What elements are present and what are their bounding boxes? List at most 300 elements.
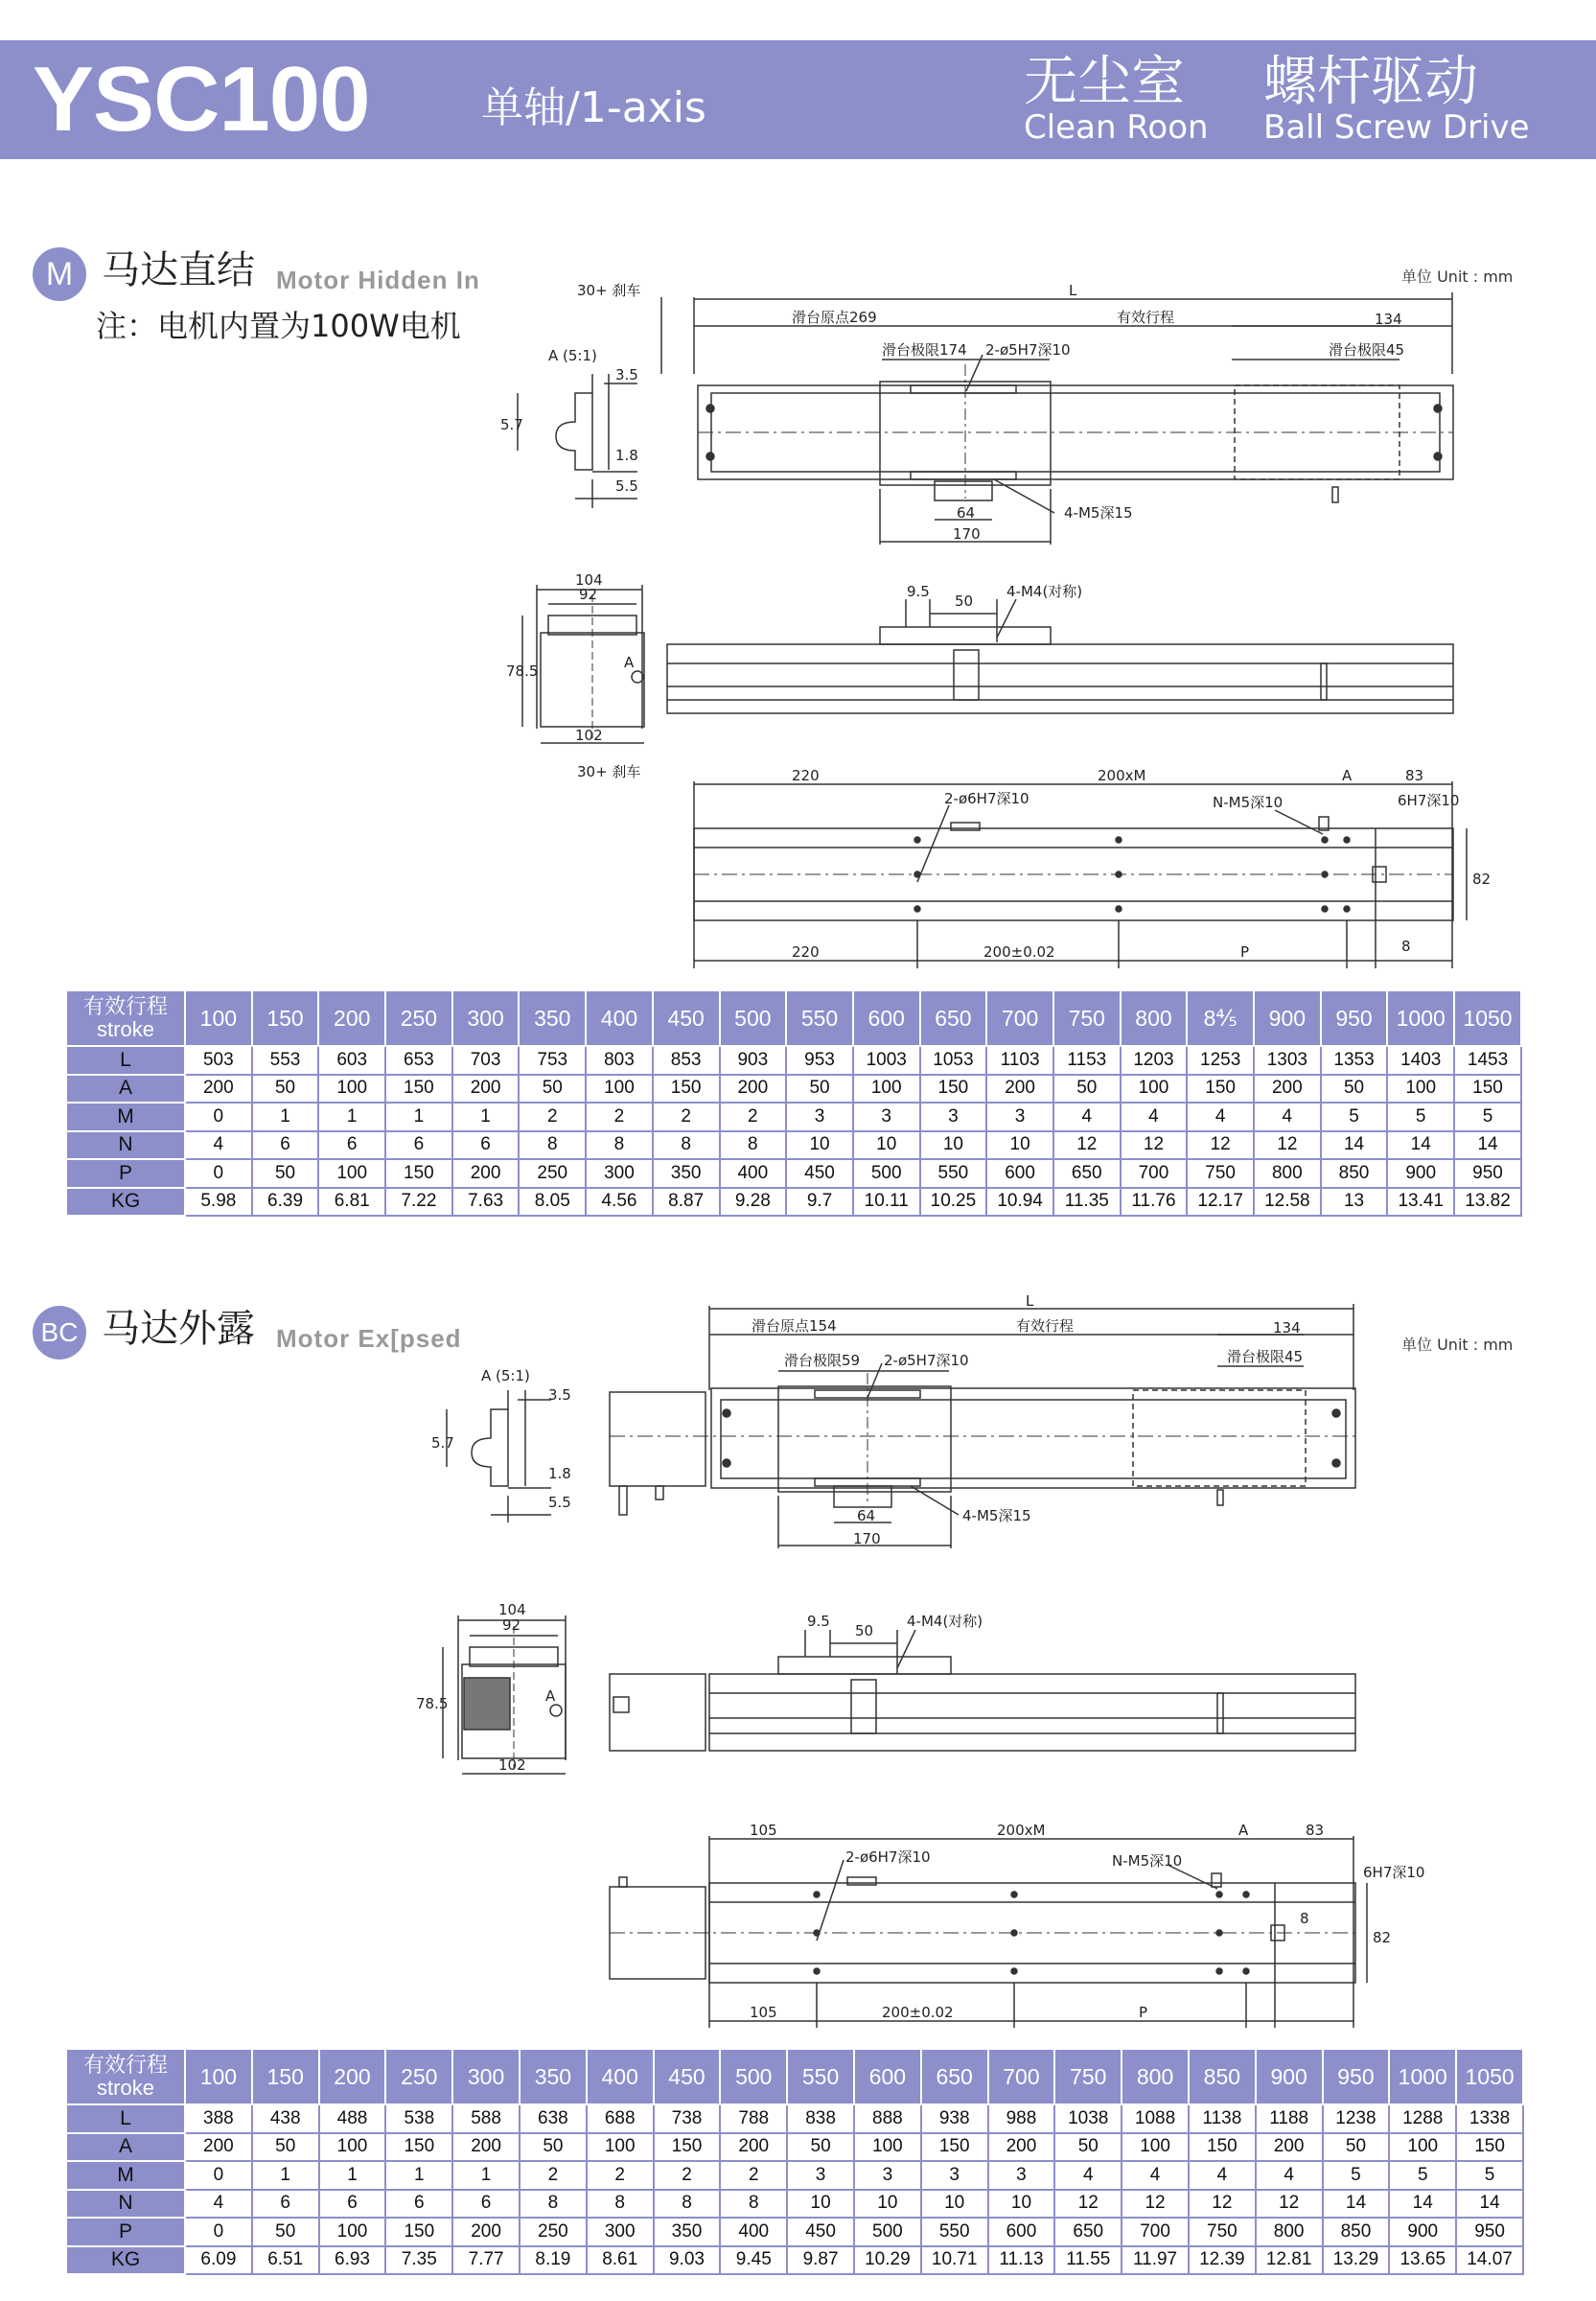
table-row bbox=[66, 2104, 1523, 2133]
table-cell: 14 bbox=[1389, 2190, 1456, 2219]
table-cell: 100 bbox=[587, 2133, 654, 2162]
dim-label: 170 bbox=[853, 1530, 881, 1547]
bottom-view-drawing bbox=[694, 781, 1467, 968]
table-cell: 150 bbox=[654, 2133, 721, 2162]
table-cell: 11.76 bbox=[1121, 1188, 1188, 1217]
unit-label: 单位 Unit : mm bbox=[1401, 267, 1514, 286]
dim-label: 92 bbox=[579, 586, 598, 603]
stroke-value: 250 bbox=[385, 2049, 452, 2104]
table-cell: 9.28 bbox=[720, 1188, 787, 1217]
table-cell: 788 bbox=[720, 2104, 787, 2133]
dim-label: 6H7深10 bbox=[1363, 1864, 1425, 1881]
table-cell: 953 bbox=[786, 1046, 853, 1075]
stroke-value: 450 bbox=[653, 990, 720, 1046]
table-cell: 0 bbox=[185, 2218, 252, 2246]
table-cell: 350 bbox=[654, 2218, 721, 2246]
table-cell: 750 bbox=[1189, 2218, 1256, 2246]
table-cell: 450 bbox=[786, 1159, 853, 1188]
table-cell: 5 bbox=[1456, 2161, 1523, 2190]
table-cell: 538 bbox=[385, 2104, 452, 2133]
stroke-value: 950 bbox=[1321, 990, 1388, 1046]
dim-label: 9.5 bbox=[807, 1613, 830, 1630]
table-cell: 12.17 bbox=[1187, 1188, 1254, 1217]
table-cell: 12 bbox=[1053, 1131, 1121, 1160]
dim-label: 4-M4(对称) bbox=[1006, 583, 1083, 600]
stroke-value: 750 bbox=[1053, 990, 1121, 1046]
table-cell: 100 bbox=[586, 1075, 653, 1104]
table-cell: 653 bbox=[385, 1046, 452, 1075]
table-cell: 1 bbox=[452, 1103, 520, 1131]
row-label: L bbox=[66, 1046, 185, 1075]
table-row bbox=[66, 1131, 1521, 1160]
table-cell: 50 bbox=[1054, 2133, 1122, 2162]
top-view-drawing bbox=[518, 292, 1453, 545]
table-cell: 650 bbox=[1054, 2218, 1122, 2246]
table-cell: 10.71 bbox=[921, 2246, 988, 2275]
table-cell: 6.51 bbox=[252, 2246, 319, 2275]
table-cell: 600 bbox=[988, 2218, 1055, 2246]
table-cell: 450 bbox=[787, 2218, 854, 2246]
table-cell: 12 bbox=[1121, 1131, 1188, 1160]
table-cell: 50 bbox=[1053, 1075, 1121, 1104]
dim-label: 200±0.02 bbox=[882, 2004, 954, 2021]
table-cell: 200 bbox=[452, 1075, 520, 1104]
table-row bbox=[66, 2133, 1523, 2162]
table-cell: 50 bbox=[252, 2218, 319, 2246]
table-cell: 2 bbox=[720, 1103, 787, 1131]
dim-label: 50 bbox=[955, 593, 974, 610]
table-cell: 550 bbox=[921, 2218, 988, 2246]
table-cell: 10 bbox=[920, 1131, 987, 1160]
dim-label: P bbox=[1240, 943, 1250, 961]
top-view-drawing bbox=[447, 1304, 1355, 1548]
table-cell: 1038 bbox=[1054, 2104, 1122, 2133]
table-cell: 603 bbox=[318, 1046, 385, 1075]
table-cell: 4 bbox=[1121, 1103, 1188, 1131]
table-cell: 11.55 bbox=[1054, 2246, 1122, 2275]
dim-label: 82 bbox=[1373, 1929, 1392, 1946]
dim-label: 102 bbox=[498, 1756, 526, 1774]
dim-label: 5.5 bbox=[615, 477, 638, 495]
table-cell: 500 bbox=[854, 2218, 921, 2246]
table-cell: 8 bbox=[720, 1131, 787, 1160]
table-cell: 4 bbox=[1122, 2161, 1189, 2190]
row-label: N bbox=[66, 1131, 185, 1160]
dim-label: A bbox=[624, 654, 635, 671]
dim-label: 2-ø6H7深10 bbox=[845, 1848, 931, 1866]
table-cell: 350 bbox=[653, 1159, 720, 1188]
table-cell: 1453 bbox=[1454, 1046, 1521, 1075]
dim-label: 5.7 bbox=[431, 1434, 454, 1452]
table-cell: 13.29 bbox=[1323, 2246, 1390, 2275]
table-cell: 11.35 bbox=[1053, 1188, 1121, 1217]
table-cell: 4 bbox=[1254, 1103, 1321, 1131]
table-cell: 800 bbox=[1254, 1159, 1321, 1188]
table-cell: 100 bbox=[854, 2133, 921, 2162]
table-cell: 1338 bbox=[1456, 2104, 1523, 2133]
table-cell: 9.7 bbox=[786, 1188, 853, 1217]
table-cell: 400 bbox=[720, 2218, 787, 2246]
dim-label: 64 bbox=[857, 1507, 876, 1524]
stroke-value: 300 bbox=[452, 2049, 520, 2104]
dim-label: 200±0.02 bbox=[983, 943, 1055, 961]
stroke-value: 200 bbox=[319, 2049, 386, 2104]
dim-label: 83 bbox=[1405, 767, 1424, 784]
table-cell: 150 bbox=[1456, 2133, 1523, 2162]
table-cell: 300 bbox=[586, 1159, 653, 1188]
table-cell: 13 bbox=[1321, 1188, 1388, 1217]
stroke-value: 700 bbox=[988, 2049, 1055, 2104]
table-cell: 1 bbox=[318, 1103, 385, 1131]
table-cell: 12 bbox=[1189, 2190, 1256, 2219]
dim-label: 134 bbox=[1375, 311, 1402, 328]
table-cell: 150 bbox=[920, 1075, 987, 1104]
table-cell: 12 bbox=[1122, 2190, 1189, 2219]
section-badge-m: M bbox=[33, 247, 86, 301]
stroke-header-en: stroke bbox=[97, 1017, 154, 1041]
table-cell: 14 bbox=[1456, 2190, 1523, 2219]
table-cell: 10.29 bbox=[854, 2246, 921, 2275]
dim-label: 78.5 bbox=[506, 662, 539, 680]
stroke-header-row bbox=[66, 990, 1521, 1046]
table-row bbox=[66, 1103, 1521, 1131]
stroke-value: 500 bbox=[720, 990, 787, 1046]
table-cell: 11.13 bbox=[988, 2246, 1055, 2275]
table-cell: 100 bbox=[319, 2218, 386, 2246]
stroke-value: 800 bbox=[1121, 990, 1188, 1046]
table-cell: 12 bbox=[1254, 1131, 1321, 1160]
table-cell: 9.45 bbox=[720, 2246, 787, 2275]
table-cell: 1 bbox=[385, 2161, 452, 2190]
model-name: YSC100 bbox=[33, 48, 370, 151]
dim-label: A (5:1) bbox=[548, 347, 597, 364]
table-cell: 1138 bbox=[1189, 2104, 1256, 2133]
dim-label: 滑台原点154 bbox=[752, 1317, 837, 1335]
table-cell: 503 bbox=[185, 1046, 252, 1075]
table-cell: 13.65 bbox=[1389, 2246, 1456, 2275]
axis-label: 单轴/1-axis bbox=[481, 83, 706, 132]
table-cell: 3 bbox=[988, 2161, 1055, 2190]
dim-label: 30+ 刹车 bbox=[577, 763, 641, 780]
dim-label: 滑台极限59 bbox=[784, 1352, 861, 1369]
table-cell: 1 bbox=[385, 1103, 452, 1131]
table-cell: 9.87 bbox=[787, 2246, 854, 2275]
table-cell: 6 bbox=[452, 1131, 520, 1160]
table-cell: 14 bbox=[1323, 2190, 1390, 2219]
table-cell: 3 bbox=[786, 1103, 853, 1131]
table-cell: 10.11 bbox=[853, 1188, 920, 1217]
unit-label: 单位 Unit : mm bbox=[1401, 1336, 1514, 1354]
table-cell: 50 bbox=[252, 1159, 319, 1188]
table-cell: 10 bbox=[853, 1131, 920, 1160]
dim-label: 220 bbox=[792, 767, 820, 784]
table-row bbox=[66, 2161, 1523, 2190]
table-cell: 2 bbox=[653, 1103, 720, 1131]
table-cell: 1053 bbox=[920, 1046, 987, 1075]
dim-label: 105 bbox=[750, 2004, 777, 2021]
table-cell: 100 bbox=[1121, 1075, 1188, 1104]
table-cell: 200 bbox=[1254, 1075, 1321, 1104]
drive-cn: 螺杆驱动 bbox=[1263, 51, 1478, 113]
stroke-value: 950 bbox=[1323, 2049, 1390, 2104]
dim-label: 220 bbox=[792, 943, 820, 961]
table-cell: 200 bbox=[452, 2218, 520, 2246]
dim-label: 2-ø5H7深10 bbox=[884, 1352, 969, 1369]
dim-label: 8 bbox=[1401, 938, 1411, 955]
table-cell: 6.09 bbox=[185, 2246, 252, 2275]
table-cell: 750 bbox=[1187, 1159, 1254, 1188]
table-cell: 200 bbox=[720, 2133, 787, 2162]
table-cell: 200 bbox=[452, 1159, 520, 1188]
dim-label: A bbox=[545, 1687, 556, 1705]
table-cell: 100 bbox=[319, 2133, 386, 2162]
dim-label: 200xM bbox=[997, 1822, 1046, 1839]
dim-label: A bbox=[1238, 1822, 1249, 1839]
dim-label: 64 bbox=[957, 504, 976, 522]
dim-label: 3.5 bbox=[615, 366, 638, 384]
table-cell: 3 bbox=[854, 2161, 921, 2190]
table-cell: 150 bbox=[385, 1075, 452, 1104]
table-cell: 700 bbox=[1121, 1159, 1188, 1188]
stroke-value: 850 bbox=[1189, 2049, 1256, 2104]
table-cell: 1288 bbox=[1389, 2104, 1456, 2133]
stroke-value: 8⅘ bbox=[1187, 990, 1254, 1046]
table-cell: 6 bbox=[385, 1131, 452, 1160]
table-cell: 10.25 bbox=[920, 1188, 987, 1217]
table-cell: 5 bbox=[1387, 1103, 1454, 1131]
dim-label: 83 bbox=[1306, 1822, 1325, 1839]
table-cell: 5 bbox=[1321, 1103, 1388, 1131]
table-cell: 7.77 bbox=[452, 2246, 520, 2275]
dim-label: 1.8 bbox=[615, 447, 638, 464]
table-cell: 5 bbox=[1323, 2161, 1390, 2190]
stroke-value: 300 bbox=[452, 990, 520, 1046]
table-cell: 6 bbox=[452, 2190, 520, 2219]
table-cell: 0 bbox=[185, 1159, 252, 1188]
stroke-header-cell bbox=[66, 2049, 185, 2104]
environment-label bbox=[1024, 52, 1209, 146]
dim-label: 滑台极限45 bbox=[1329, 341, 1405, 359]
table-cell: 50 bbox=[520, 2133, 587, 2162]
dim-label: 4-M4(对称) bbox=[907, 1613, 983, 1630]
dim-label: 滑台极限174 bbox=[882, 341, 967, 359]
dim-label: 4-M5深15 bbox=[962, 1507, 1031, 1524]
table-cell: 888 bbox=[854, 2104, 921, 2133]
table-cell: 3 bbox=[920, 1103, 987, 1131]
stroke-value: 350 bbox=[519, 990, 586, 1046]
table-cell: 12.81 bbox=[1256, 2246, 1323, 2275]
row-label: M bbox=[66, 2161, 185, 2190]
table-cell: 5.98 bbox=[185, 1188, 252, 1217]
stroke-value: 250 bbox=[385, 990, 452, 1046]
table-cell: 8 bbox=[587, 2190, 654, 2219]
table-cell: 703 bbox=[452, 1046, 520, 1075]
table-cell: 1 bbox=[452, 2161, 520, 2190]
table-cell: 3 bbox=[853, 1103, 920, 1131]
dim-label: N-M5深10 bbox=[1112, 1852, 1183, 1870]
table-cell: 1088 bbox=[1122, 2104, 1189, 2133]
table-cell: 150 bbox=[653, 1075, 720, 1104]
dim-label: 104 bbox=[498, 1601, 526, 1618]
table-cell: 13.41 bbox=[1387, 1188, 1454, 1217]
table-cell: 100 bbox=[1122, 2133, 1189, 2162]
table-cell: 0 bbox=[185, 2161, 252, 2190]
table-cell: 150 bbox=[1189, 2133, 1256, 2162]
table-cell: 2 bbox=[587, 2161, 654, 2190]
table-cell: 150 bbox=[1187, 1075, 1254, 1104]
table-cell: 50 bbox=[252, 2133, 319, 2162]
table-cell: 800 bbox=[1256, 2218, 1323, 2246]
table-cell: 5 bbox=[1454, 1103, 1521, 1131]
table-cell: 1303 bbox=[1254, 1046, 1321, 1075]
row-label: A bbox=[66, 2133, 185, 2162]
table-cell: 1003 bbox=[853, 1046, 920, 1075]
table-cell: 11.97 bbox=[1122, 2246, 1189, 2275]
motor-hidden-drawings bbox=[0, 268, 1596, 978]
table-cell: 50 bbox=[1321, 1075, 1388, 1104]
dim-label: 1.8 bbox=[548, 1465, 571, 1482]
side-view-drawing bbox=[522, 585, 1453, 743]
table-cell: 638 bbox=[520, 2104, 587, 2133]
table-cell: 250 bbox=[519, 1159, 586, 1188]
stroke-value: 1050 bbox=[1456, 2049, 1523, 2104]
table-cell: 12 bbox=[1054, 2190, 1122, 2219]
table-cell: 4 bbox=[185, 1131, 252, 1160]
table-cell: 1 bbox=[252, 2161, 319, 2190]
stroke-value: 650 bbox=[920, 990, 987, 1046]
table-cell: 1253 bbox=[1187, 1046, 1254, 1075]
stroke-value: 900 bbox=[1256, 2049, 1323, 2104]
table-cell: 950 bbox=[1454, 1159, 1521, 1188]
table-row bbox=[66, 2190, 1523, 2219]
table-row bbox=[66, 2246, 1523, 2275]
stroke-header-cn: 有效行程 bbox=[82, 994, 168, 1018]
dim-label: 105 bbox=[750, 1822, 777, 1839]
dim-label: 6H7深10 bbox=[1398, 792, 1460, 809]
dim-label: 9.5 bbox=[907, 583, 930, 600]
table-cell: 6 bbox=[252, 2190, 319, 2219]
table-cell: 1188 bbox=[1256, 2104, 1323, 2133]
table-cell: 10 bbox=[986, 1131, 1053, 1160]
table-cell: 6.93 bbox=[319, 2246, 386, 2275]
table-cell: 8.19 bbox=[520, 2246, 587, 2275]
table-cell: 6 bbox=[385, 2190, 452, 2219]
table-row bbox=[66, 1075, 1521, 1104]
table-cell: 12 bbox=[1256, 2190, 1323, 2219]
table-cell: 1353 bbox=[1321, 1046, 1388, 1075]
table-cell: 850 bbox=[1321, 1159, 1388, 1188]
table-cell: 250 bbox=[520, 2218, 587, 2246]
table-cell: 50 bbox=[786, 1075, 853, 1104]
table-row bbox=[66, 1159, 1521, 1188]
table-cell: 1238 bbox=[1323, 2104, 1390, 2133]
table-cell: 553 bbox=[252, 1046, 319, 1075]
table-cell: 950 bbox=[1456, 2218, 1523, 2246]
row-label: P bbox=[66, 2218, 185, 2246]
table-cell: 200 bbox=[720, 1075, 787, 1104]
table-cell: 488 bbox=[319, 2104, 386, 2133]
table-cell: 6 bbox=[252, 1131, 319, 1160]
row-label: KG bbox=[66, 2246, 185, 2275]
dim-label: P bbox=[1139, 2004, 1148, 2021]
table-cell: 200 bbox=[185, 1075, 252, 1104]
stroke-header-en: stroke bbox=[97, 2076, 154, 2100]
table-cell: 6.81 bbox=[318, 1188, 385, 1217]
stroke-value: 450 bbox=[654, 2049, 721, 2104]
table-cell: 150 bbox=[385, 1159, 452, 1188]
table-cell: 8.61 bbox=[587, 2246, 654, 2275]
dim-label: 102 bbox=[575, 727, 603, 744]
dim-label: 4-M5深15 bbox=[1064, 504, 1133, 522]
table-cell: 4 bbox=[1187, 1103, 1254, 1131]
section-title-en: Motor Hidden In bbox=[276, 266, 480, 294]
section-title-cn: 马达直结 bbox=[102, 248, 255, 292]
table-cell: 100 bbox=[1389, 2133, 1456, 2162]
table-cell: 14 bbox=[1454, 1131, 1521, 1160]
dim-label: 2-ø6H7深10 bbox=[944, 790, 1029, 807]
stroke-value: 750 bbox=[1054, 2049, 1122, 2104]
table-cell: 200 bbox=[988, 2133, 1055, 2162]
table-cell: 200 bbox=[452, 2133, 520, 2162]
bottom-view-labels bbox=[577, 763, 1491, 961]
table-cell: 2 bbox=[654, 2161, 721, 2190]
table-cell: 150 bbox=[921, 2133, 988, 2162]
dim-label: 滑台原点269 bbox=[792, 309, 877, 326]
dim-label: N-M5深10 bbox=[1213, 794, 1284, 811]
stroke-value: 700 bbox=[986, 990, 1053, 1046]
table-cell: 50 bbox=[787, 2133, 854, 2162]
table-cell: 10 bbox=[921, 2190, 988, 2219]
stroke-value: 200 bbox=[318, 990, 385, 1046]
motor-note: 注：电机内置为100W电机 bbox=[96, 308, 461, 344]
dim-label: A bbox=[1342, 767, 1353, 784]
table-row bbox=[66, 1046, 1521, 1075]
table-cell: 8.87 bbox=[653, 1188, 720, 1217]
table-cell: 8.05 bbox=[519, 1188, 586, 1217]
table-cell: 6 bbox=[319, 2190, 386, 2219]
table-cell: 988 bbox=[988, 2104, 1055, 2133]
header-banner bbox=[0, 40, 1596, 159]
drive-label bbox=[1263, 52, 1530, 146]
stroke-value: 150 bbox=[252, 2049, 319, 2104]
table-cell: 150 bbox=[385, 2133, 452, 2162]
stroke-value: 550 bbox=[787, 2049, 854, 2104]
table-cell: 4.56 bbox=[586, 1188, 653, 1217]
dim-label: L bbox=[1069, 282, 1077, 299]
table-cell: 900 bbox=[1389, 2218, 1456, 2246]
table-cell: 8 bbox=[586, 1131, 653, 1160]
dim-label: 有效行程 bbox=[1117, 309, 1175, 326]
dim-label: 5.5 bbox=[548, 1494, 571, 1511]
table-cell: 50 bbox=[252, 1075, 319, 1104]
section-title-en: Motor Ex[psed bbox=[276, 1324, 462, 1353]
table-cell: 3 bbox=[986, 1103, 1053, 1131]
stroke-value: 1000 bbox=[1389, 2049, 1456, 2104]
table-cell: 0 bbox=[185, 1103, 252, 1131]
stroke-value: 100 bbox=[185, 990, 252, 1046]
table-cell: 7.63 bbox=[452, 1188, 520, 1217]
stroke-value: 800 bbox=[1122, 2049, 1189, 2104]
table-cell: 850 bbox=[1323, 2218, 1390, 2246]
dim-label: 92 bbox=[502, 1616, 521, 1634]
stroke-value: 100 bbox=[185, 2049, 252, 2104]
table-cell: 12 bbox=[1187, 1131, 1254, 1160]
stroke-value: 400 bbox=[587, 2049, 654, 2104]
section-title-cn: 马达外露 bbox=[102, 1307, 255, 1351]
drive-en: Ball Screw Drive bbox=[1263, 108, 1530, 147]
dim-label: 78.5 bbox=[416, 1695, 449, 1712]
table-cell: 150 bbox=[385, 2218, 452, 2246]
